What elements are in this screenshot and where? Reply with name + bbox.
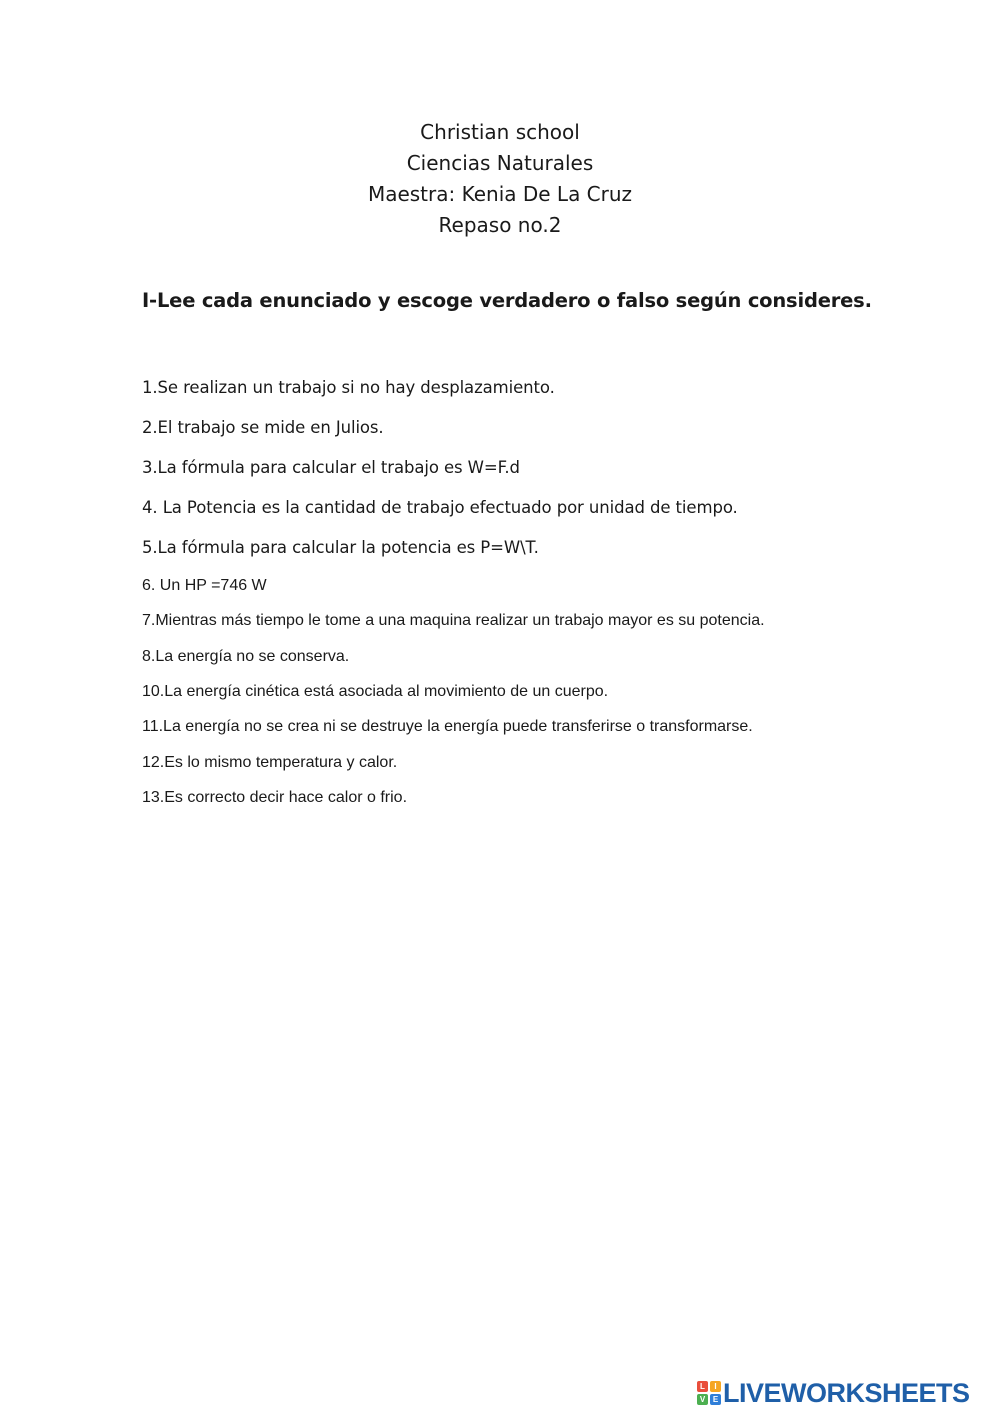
logo-letter-i: I [710, 1381, 721, 1392]
question-4: 4. La Potencia es la cantidad de trabajo efectuado por unidad de tiempo. [142, 498, 738, 517]
question-1: 1.Se realizan un trabajo si no hay desplazamiento. [142, 378, 555, 397]
worksheet-header [0, 117, 1000, 241]
liveworksheets-logo [697, 1379, 993, 1407]
question-2: 2.El trabajo se mide en Julios. [142, 418, 384, 437]
question-7: 7.Mientras más tiempo le tome a una maquina realizar un trabajo mayor es su potencia. [142, 612, 765, 629]
teacher-name: Maestra: Kenia De La Cruz [367, 182, 633, 206]
logo-text: LIVEWORKSHEETS [723, 1378, 970, 1408]
question-3: 3.La fórmula para calcular el trabajo es W=F.d [142, 458, 520, 477]
subject-name: Ciencias Naturales [406, 151, 594, 175]
logo-letter-v: V [697, 1394, 708, 1405]
logo-letter-l: L [697, 1381, 708, 1392]
review-number: Repaso no.2 [438, 213, 562, 237]
school-name: Christian school [420, 120, 580, 144]
question-6: 6. Un HP =746 W [142, 577, 267, 594]
question-11: 11.La energía no se crea ni se destruye la energía puede transferirse o transformarse. [142, 718, 753, 735]
question-8: 8.La energía no se conserva. [142, 648, 350, 665]
instruction-heading: I-Lee cada enunciado y escoge verdadero o falso según consideres. [142, 289, 872, 312]
question-13: 13.Es correcto decir hace calor o frio. [142, 789, 408, 806]
question-12: 12.Es lo mismo temperatura y calor. [142, 754, 398, 771]
question-10: 10.La energía cinética está asociada al movimiento de un cuerpo. [142, 683, 609, 700]
logo-letter-e: E [710, 1394, 721, 1405]
logo-grid-icon [697, 1381, 721, 1405]
question-5: 5.La fórmula para calcular la potencia es P=W\T. [142, 538, 539, 557]
